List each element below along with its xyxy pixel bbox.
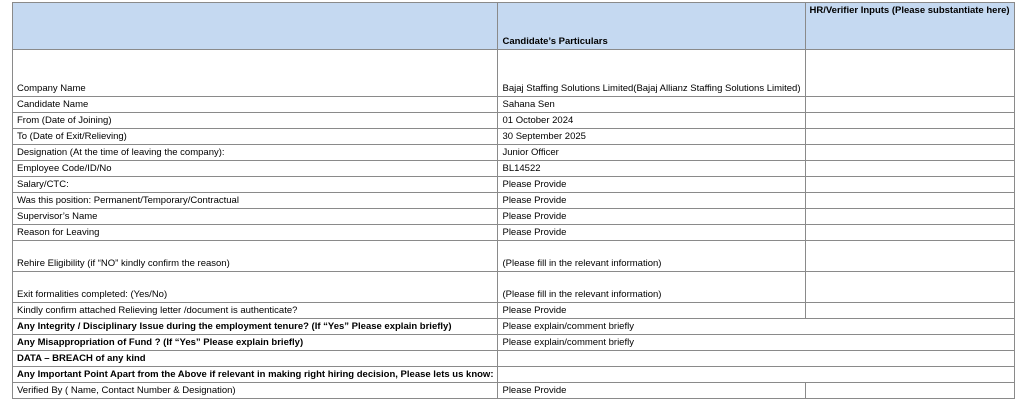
table-row	[13, 129, 1015, 145]
table-row	[13, 113, 1015, 129]
table-row	[13, 303, 1015, 319]
table-row	[13, 50, 1015, 97]
row-label: Designation (At the time of leaving the company):	[13, 145, 498, 161]
row-label: Supervisor’s Name	[13, 209, 498, 225]
row-value: Please Provide	[498, 209, 805, 225]
row-label: Any Integrity / Disciplinary Issue during the employment tenure? (If “Yes” Please explain briefly)	[13, 319, 498, 335]
row-label: Any Important Point Apart from the Above if relevant in making right hiring decision, Please lets us know:	[13, 367, 498, 383]
row-value: Please Provide	[498, 225, 805, 241]
verifier-input-cell[interactable]	[805, 225, 1014, 241]
row-label: Kindly confirm attached Relieving letter /document is authenticate?	[13, 303, 498, 319]
row-label: To (Date of Exit/Relieving)	[13, 129, 498, 145]
table-row	[13, 319, 1015, 335]
table-row	[13, 241, 1015, 272]
verifier-input-cell[interactable]	[805, 272, 1014, 303]
table-row	[13, 193, 1015, 209]
row-value: Sahana Sen	[498, 97, 805, 113]
row-label: Employee Code/ID/No	[13, 161, 498, 177]
table-row	[13, 145, 1015, 161]
verifier-inputs-header: HR/Verifier Inputs (Please substantiate here)	[805, 3, 1014, 50]
table-row	[13, 97, 1015, 113]
candidate-particulars-header: Candidate’s Particulars	[498, 3, 805, 50]
verifier-input-cell[interactable]	[805, 113, 1014, 129]
row-value: Please Provide	[498, 177, 805, 193]
table-row	[13, 383, 1015, 399]
row-label: Was this position: Permanent/Temporary/Contractual	[13, 193, 498, 209]
verifier-input-cell[interactable]	[805, 145, 1014, 161]
row-value: Please Provide	[498, 303, 805, 319]
verifier-input-cell[interactable]	[805, 303, 1014, 319]
row-value: (Please fill in the relevant information)	[498, 272, 805, 303]
table-row	[13, 351, 1015, 367]
row-label: Any Misappropriation of Fund ? (If “Yes” Please explain briefly)	[13, 335, 498, 351]
row-value: 01 October 2024	[498, 113, 805, 129]
row-value: 30 September 2025	[498, 129, 805, 145]
verifier-input-cell[interactable]	[805, 97, 1014, 113]
row-label: Salary/CTC:	[13, 177, 498, 193]
verifier-input-cell[interactable]	[805, 383, 1014, 399]
table-row	[13, 367, 1015, 383]
verifier-input-cell[interactable]	[805, 241, 1014, 272]
row-label: Reason for Leaving	[13, 225, 498, 241]
row-value: Junior Officer	[498, 145, 805, 161]
row-label: From (Date of Joining)	[13, 113, 498, 129]
row-label: Exit formalities completed: (Yes/No)	[13, 272, 498, 303]
verifier-input-cell[interactable]	[805, 209, 1014, 225]
row-label: Verified By ( Name, Contact Number & Designation)	[13, 383, 498, 399]
verifier-input-cell[interactable]	[805, 129, 1014, 145]
row-label: DATA – BREACH of any kind	[13, 351, 498, 367]
row-label: Candidate Name	[13, 97, 498, 113]
row-value[interactable]	[498, 367, 1014, 383]
header-row	[13, 3, 1015, 50]
verifier-input-cell[interactable]	[805, 177, 1014, 193]
row-value: Bajaj Staffing Solutions Limited(Bajaj Allianz Staffing Solutions Limited)	[498, 50, 805, 97]
row-value: Please Provide	[498, 383, 805, 399]
header-label-cell	[13, 3, 498, 50]
verification-form-table	[12, 2, 1015, 399]
row-value: (Please fill in the relevant information)	[498, 241, 805, 272]
table-row	[13, 335, 1015, 351]
table-row	[13, 225, 1015, 241]
table-row	[13, 177, 1015, 193]
row-value[interactable]: Please explain/comment briefly	[498, 335, 1014, 351]
row-value[interactable]	[498, 351, 1014, 367]
table-row	[13, 272, 1015, 303]
table-row	[13, 161, 1015, 177]
row-value[interactable]: Please explain/comment briefly	[498, 319, 1014, 335]
row-value: BL14522	[498, 161, 805, 177]
table-row	[13, 209, 1015, 225]
row-label: Company Name	[13, 50, 498, 97]
verifier-input-cell[interactable]	[805, 50, 1014, 97]
verifier-input-cell[interactable]	[805, 193, 1014, 209]
row-value: Please Provide	[498, 193, 805, 209]
row-label: Rehire Eligibility (if “NO” kindly confirm the reason)	[13, 241, 498, 272]
verifier-input-cell[interactable]	[805, 161, 1014, 177]
